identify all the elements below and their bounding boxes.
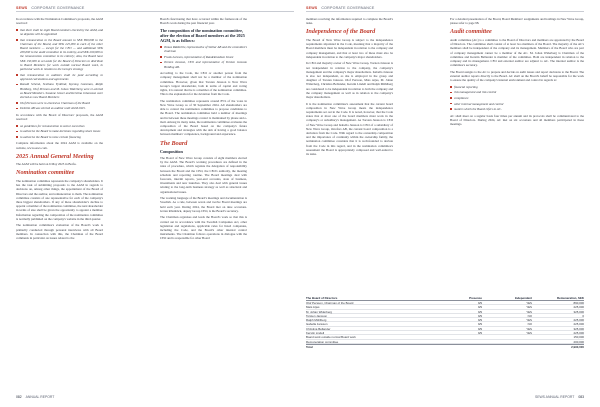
table-cell: Torsten Jansson: [306, 313, 328, 318]
table-cell: 225,000: [573, 331, 584, 336]
board-proposals-list: [16, 124, 103, 139]
paragraph: The Chairman organises and leads the Board's work so that this is carried out in accordance with the Swedish Companies Act, other legislation and regulations, applicable rules for listed companies, including the Code, and the Board's other internal control instruments. The Chairman follows operations in dialogue with the CEO and is responsible for other Board: [160, 215, 247, 241]
table-cell: NO: [527, 313, 532, 318]
table-cell: 9/9: [477, 318, 482, 323]
table-cell: NO: [527, 322, 532, 327]
list-item: Torsten Jansson, CEO and representative of Torsten Jansson Holding AB.: [160, 60, 247, 68]
table-cell: 9/9: [477, 301, 482, 305]
paragraph: The working language of the Board's meetings and documentation is Swedish. As a rule, between seven and twelve Board meetings are held each year. During 2024, the Board met on nine occasions. Göran Rönnbäck, deputy Group CEO, is the Board's secretary.: [160, 196, 247, 213]
list-item: that there shall be eight Board members elected by the AGM, and no deputies will be appointed: [16, 28, 103, 36]
header-brand: SEWS: [306, 6, 318, 10]
paragraph: The nomination committee represents the company's shareholders. It has the task of submitting proposals to the AGM in regards to decisions on, among other things, the appointment of the Board of Directors and the auditor, and remuneration to them. The nomination committee consists of one representative for each of the company's three biggest shareholders. If any of these shareholder's decline to appoint a member of the nomination committee, the next shareholder in terms of size shall be given the opportunity to appoint a member. Information regarding the composition of the nomination committee is normally published on the company's website in the third quarter.: [16, 178, 103, 221]
paragraph: The Board of New Wave Group consists of eight members elected by the AGM. The Board's working procedures are defined in the rules of procedure, which regulate the delegation of responsibility between the Board and the CEO, the CEO's authority, the meeting schedule and reporting routine. The Board meetings deal with forecasts, interim reports, year-end accounts, state of business, investments and new launches. They also deal with general issues relating to the long-term business strategy as well as structural and organisational issues.: [160, 156, 247, 194]
page-footer-left: [16, 395, 54, 399]
column-2: [160, 17, 247, 243]
total-value: 2,990,000: [571, 344, 584, 349]
list-item: on guidelines for remuneration to senior executives: [16, 124, 103, 128]
table-cell: 9/9: [477, 326, 482, 331]
page-number: 082: [16, 395, 22, 399]
table-cell: YES: [526, 305, 532, 310]
header-brand: SEWS: [16, 6, 28, 10]
table-cell: 9/9: [477, 305, 482, 310]
paragraph: The Board assigns to the AC to prepare and decide on audit issues and report decisions to the Board. The external auditor reports directly to the Board. AC shall on the Board's behalf be responsible for the work to ensure the quality of the company's internal environment and control in regards to:: [450, 69, 584, 83]
table-cell: 225,000: [573, 318, 584, 323]
page-footer-right: [535, 395, 584, 399]
table-cell: 9/9: [477, 309, 482, 314]
table-cell: Isabella Jansson: [306, 322, 328, 327]
table-cell: 150,000: [573, 335, 584, 340]
column-header: The Board of Directors: [306, 296, 338, 300]
table-cell: YES: [526, 309, 532, 314]
list-item: to authorise the Board to make decisions regarding share issues: [16, 129, 103, 133]
table-cell: Kerstin Lindell: [306, 331, 325, 336]
section-heading: Nomination committee: [16, 169, 75, 177]
table-cell: Olof Persson, Chairman of the Board: [306, 301, 354, 305]
subsection-heading: The composition of the nomination committee, after the election of Board members at the 2025 AGM, is as follows:: [160, 27, 245, 43]
column-header: Presence: [469, 296, 482, 300]
header-rule-right: [306, 11, 584, 12]
list-item: Olof Persson were re-elected as Chairman of the Board: [16, 101, 103, 105]
list-item: other internal management and control: [450, 102, 584, 106]
column-3: [306, 17, 393, 159]
table-cell: YES: [526, 301, 532, 305]
list-item: that remuneration to the Board amount to SEK 890,000 to the Chairman of the Board, and SEK 225,000 to each of the other Board members — except for the CEO — and additional SEK 200,000 to the audit committee in its entirety, and SEK 200,000 to the remuneration committee in its entirety; Also, the Board have SEK 150,000 to set aside for the Board of Directors to distribute to Board Members for work outside normal Board work, in particular work in relation to the Group's strategy: [16, 38, 103, 72]
board-of-directors-table: [306, 296, 584, 348]
paragraph: The AGM will be held on 6 May 2025 in Borås.: [16, 162, 77, 167]
table-cell: 200,000: [573, 339, 584, 344]
list-item: matters which the Board refers to AC.: [450, 107, 584, 111]
nomination-committee-list: [160, 45, 247, 69]
header-section: CORPORATE GOVERNANCE: [31, 6, 85, 10]
list-item: Tomas Ridderlöv, representative of Stellar AB and the committee's chairman: [160, 45, 247, 53]
table-cell: Mats Arjes: [306, 305, 320, 310]
paragraph: members receiving the information required to complete the Board's tasks.: [306, 17, 393, 26]
table-cell: YES: [526, 326, 532, 331]
header-section: CORPORATE GOVERNANCE: [321, 6, 375, 10]
section-heading: 2025 Annual General Meeting: [16, 152, 94, 160]
section-heading: Audit committee: [450, 28, 492, 36]
table-cell: Ralph Mühlberg: [306, 318, 327, 323]
column-header: Independent: [514, 296, 532, 300]
footer-label: SEWS ANNUAL REPORT: [534, 395, 575, 399]
table-cell: M. Johan Widerberg: [306, 309, 333, 314]
agm-resolutions-list: [16, 28, 103, 111]
table-cell: 890,000: [573, 301, 584, 305]
header-rule-left: [16, 11, 294, 12]
list-item: compliance: [450, 96, 584, 100]
paragraph: In accordance with the Nomination Committee's proposals, the AGM resolved:: [16, 17, 104, 26]
paragraph: For a detailed presentation of the Board, Board Members' assignments and holdings in New Wave Group, please refer to page 98.: [450, 17, 584, 26]
table-cell: 325,000: [573, 326, 584, 331]
paragraph: AC shall meet on a regular basis four times per annum and its protocols shall be communicated to the Board of Directors. During 2024, AC met on six occasions and all members participated in these meetings.: [450, 113, 584, 127]
total-label: Total: [306, 344, 313, 349]
list-item: Frank Larsson, representative of Randeklundsen Invest: [160, 55, 247, 59]
footer-label: ANNUAL REPORT: [25, 395, 55, 399]
paragraph: The nomination committee represents around 85% of the votes in New Wave Group as of 30 September 2024. All shareholders are able to contact the nomination committee to propose candidates to the Board. The nomination committee held a number of meetings and in between these meetings contact is maintained by phone and e-mail. Among its many tasks, the nomination committee evaluates the composition of the Board based on the company's future development and strategies with the aim of having a good balance between members' competence, background and experience.: [160, 98, 247, 137]
column-header: Remuneration, SEK: [557, 296, 584, 300]
table-cell: YES: [526, 331, 532, 336]
table-cell: YES: [526, 318, 532, 323]
paragraph: According to the Code, the CEO or another person from the company management shall not be a member of the nomination committee. However, given that Torsten Jansson is New Wave Group's largest shareholder, both in terms of capital and voting rights, it is natural that he is a member of the nomination committee. This is the explanation for the deviation from the Code.: [160, 71, 247, 97]
section-heading: Independence of the Board: [306, 28, 376, 36]
table-total-row: [306, 344, 584, 348]
list-item: Deloitte AB was elected as auditor until AGM 2025.: [16, 106, 103, 110]
list-item: to authorise the Board to raise certain financing: [16, 135, 103, 139]
list-item: Ronald Schenk, Svetlana Tysklind, Kyeong Gonsman, Ralph Hultberg, Olof Persson and M. Johan Widerberg were re-elected as Board Members. Susanne Gisser and Kerstina Johansson were elected as new Board Members: [16, 82, 103, 99]
list-item: financial reporting: [450, 85, 584, 89]
table-cell: 225,000: [573, 322, 584, 327]
audit-scope-list: [450, 85, 584, 112]
list-item: that remuneration to auditors shall be paid according to approved calculations and agreements: [16, 73, 103, 81]
table-cell: 9/9: [477, 331, 482, 336]
paragraph: In accordance with the Board of Directors' proposals, the AGM resolved:: [16, 112, 103, 121]
list-item: risk management and risk control: [450, 90, 584, 94]
paragraph: In CEO and majority owner of New Wave Group, Torsten Jansson is not independent in relation to the company, the company's management and the company's major shareholders. Isabella Jansson is also not independent, as she is employed in the group and daughter of Torsten Jansson. Olof Persson, Mats Arjes, M. Johan Widerberg, Christina Bellander, Kerstin Lindell and Ralph Mühlberg are considered to be independent in relation to both the company and the company management as well as in relation to the company's major shareholders.: [306, 61, 393, 99]
table-cell: Board work outside normal Board work: [306, 335, 356, 340]
paragraph: Audit committee (AC) is a committee to the Board of Directors and members are appointed by the Board of Directors. The committee shall consist of at least two members of the Board. The majority of the AC's members shall be independent of the company and its management. Members of the Board who are part of company management cannot be a member of the AC. M. Johan Widerberg is Chairman of the committee and Kerstin Bellander is member of the committee. Both are independent in relation to the company and its management. CFO and external auditor are adjunct to AC. The internal auditor is the committee's secretary.: [450, 37, 584, 68]
table-cell: 0: [582, 313, 584, 318]
table-cell: Remuneration committee: [306, 339, 339, 344]
page-number: 083: [578, 395, 584, 399]
table-cell: 225,000: [573, 305, 584, 310]
paragraph: The nomination committee's evaluation of the Board's work is primarily conducted through personal interviews with all Board members. In connection with this, the Chairman of the Board comments in particular on issues related to the: [16, 223, 103, 241]
column-1: [16, 17, 103, 243]
table-cell: 9/9: [477, 313, 482, 318]
table-cell: 325,000: [573, 309, 584, 314]
paragraph: The Board of New Wave Group is subject to the independence requirements stipulated in the Code, meaning that a majority of the Board members must be independent in relation to the company and company management, and that at least two of these must also be independent in relation to the company's major shareholders.: [306, 37, 393, 59]
paragraph: Board's functioning that have occurred within the framework of the Board's work during the past financial year.: [160, 17, 247, 26]
table-cell: 9/9: [477, 322, 482, 327]
table-cell: Christina Bellander: [306, 326, 331, 331]
section-heading: The Board: [160, 139, 188, 147]
paragraph: It is the nomination committee's assessment that the current board composition in New Wave Group meets the independence requirements set out in the Code. It is noted, however, that the Code states that at most one of the board members must work in the company's or subsidiary's management. As Torsten Jansson is CEO of New Wave Group and Isabella Jansson is CEO of a subsidiary of New Wave Group, Orrefors AB, the current board composition is a deviation from the Code. With regard to the ownership composition and the importance of continuity within the ownership family, the nomination committee considers that it is well-founded to deviate from the Code in this regard, and in the nomination committee's assessment the Board is appropriately composed and well-suited to its tasks.: [306, 101, 393, 156]
subsection-heading: Composition: [160, 149, 183, 155]
paragraph: Complete information about the 2024 AGM is available on the website, www.sews.com.: [16, 141, 103, 150]
column-4: [450, 17, 584, 129]
